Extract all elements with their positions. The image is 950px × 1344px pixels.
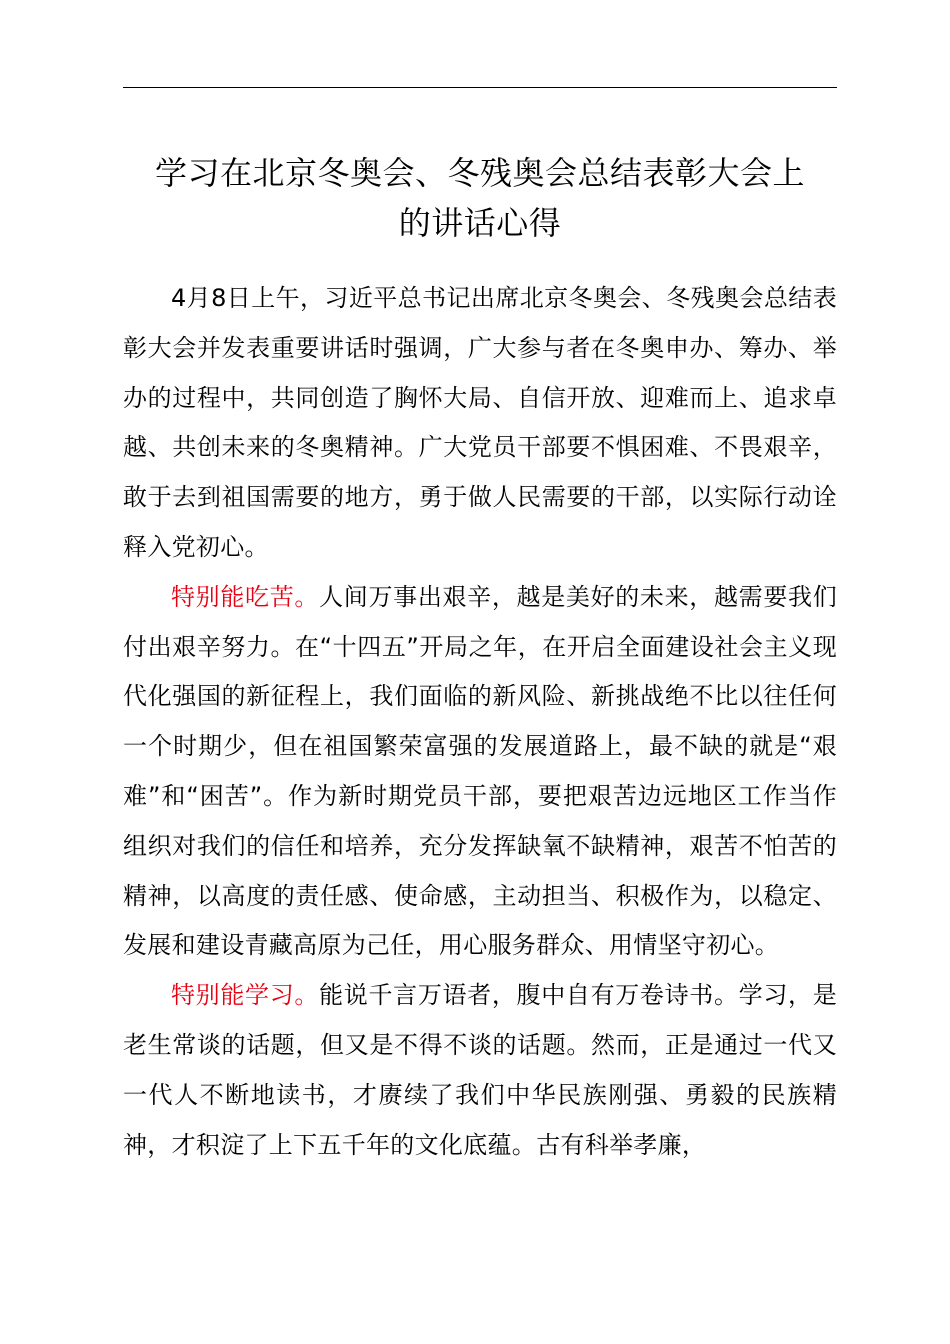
document-body <box>123 274 837 1170</box>
paragraph-lead-heading: 特别能学习。 <box>171 981 320 1010</box>
paragraph-lead-heading: 特别能吃苦。 <box>171 582 320 611</box>
paragraph-hardship <box>123 573 837 971</box>
paragraph-text: 4月8日上午，习近平总书记出席北京冬奥会、冬残奥会总结表彰大会并发表重要讲话时强调，广大参与者在冬奥申办、筹办、举办的过程中，共同创造了胸怀大局、自信开放、迎难而上、追求卓越、共创未来的冬奥精神。广大党员干部要不惧困难、不畏艰辛，敢于去到祖国需要的地方，勇于做人民需要的干部，以实际行动诠释入党初心。 <box>123 284 837 561</box>
title-line-1: 学习在北京冬奥会、冬残奥会总结表彰大会上 <box>154 154 805 192</box>
paragraph-learning <box>123 971 837 1170</box>
header-rule <box>123 87 837 88</box>
paragraph-intro <box>123 274 837 573</box>
document-title <box>123 148 837 248</box>
paragraph-text: 能说千言万语者，腹中自有万卷诗书。学习，是老生常谈的话题，但又是不得不谈的话题。然而，正是通过一代又一代人不断地读书，才赓续了我们中华民族刚强、勇毅的民族精神，才积淀了上下五千年的文化底蕴。古有科举孝廉， <box>123 981 837 1159</box>
paragraph-text: 人间万事出艰辛，越是美好的未来，越需要我们付出艰辛努力。在“十四五”开局之年，在开启全面建设社会主义现代化强国的新征程上，我们面临的新风险、新挑战绝不比以往任何一个时期少，但在祖国繁荣富强的发展道路上，最不缺的就是“艰难”和“困苦”。作为新时期党员干部，要把艰苦边远地区工作当作组织对我们的信任和培养，充分发挥缺氧不缺精神，艰苦不怕苦的精神，以高度的责任感、使命感，主动担当、积极作为，以稳定、发展和建设青藏高原为己任，用心服务群众、用情坚守初心。 <box>123 582 837 960</box>
title-line-2: 的讲话心得 <box>398 204 562 242</box>
